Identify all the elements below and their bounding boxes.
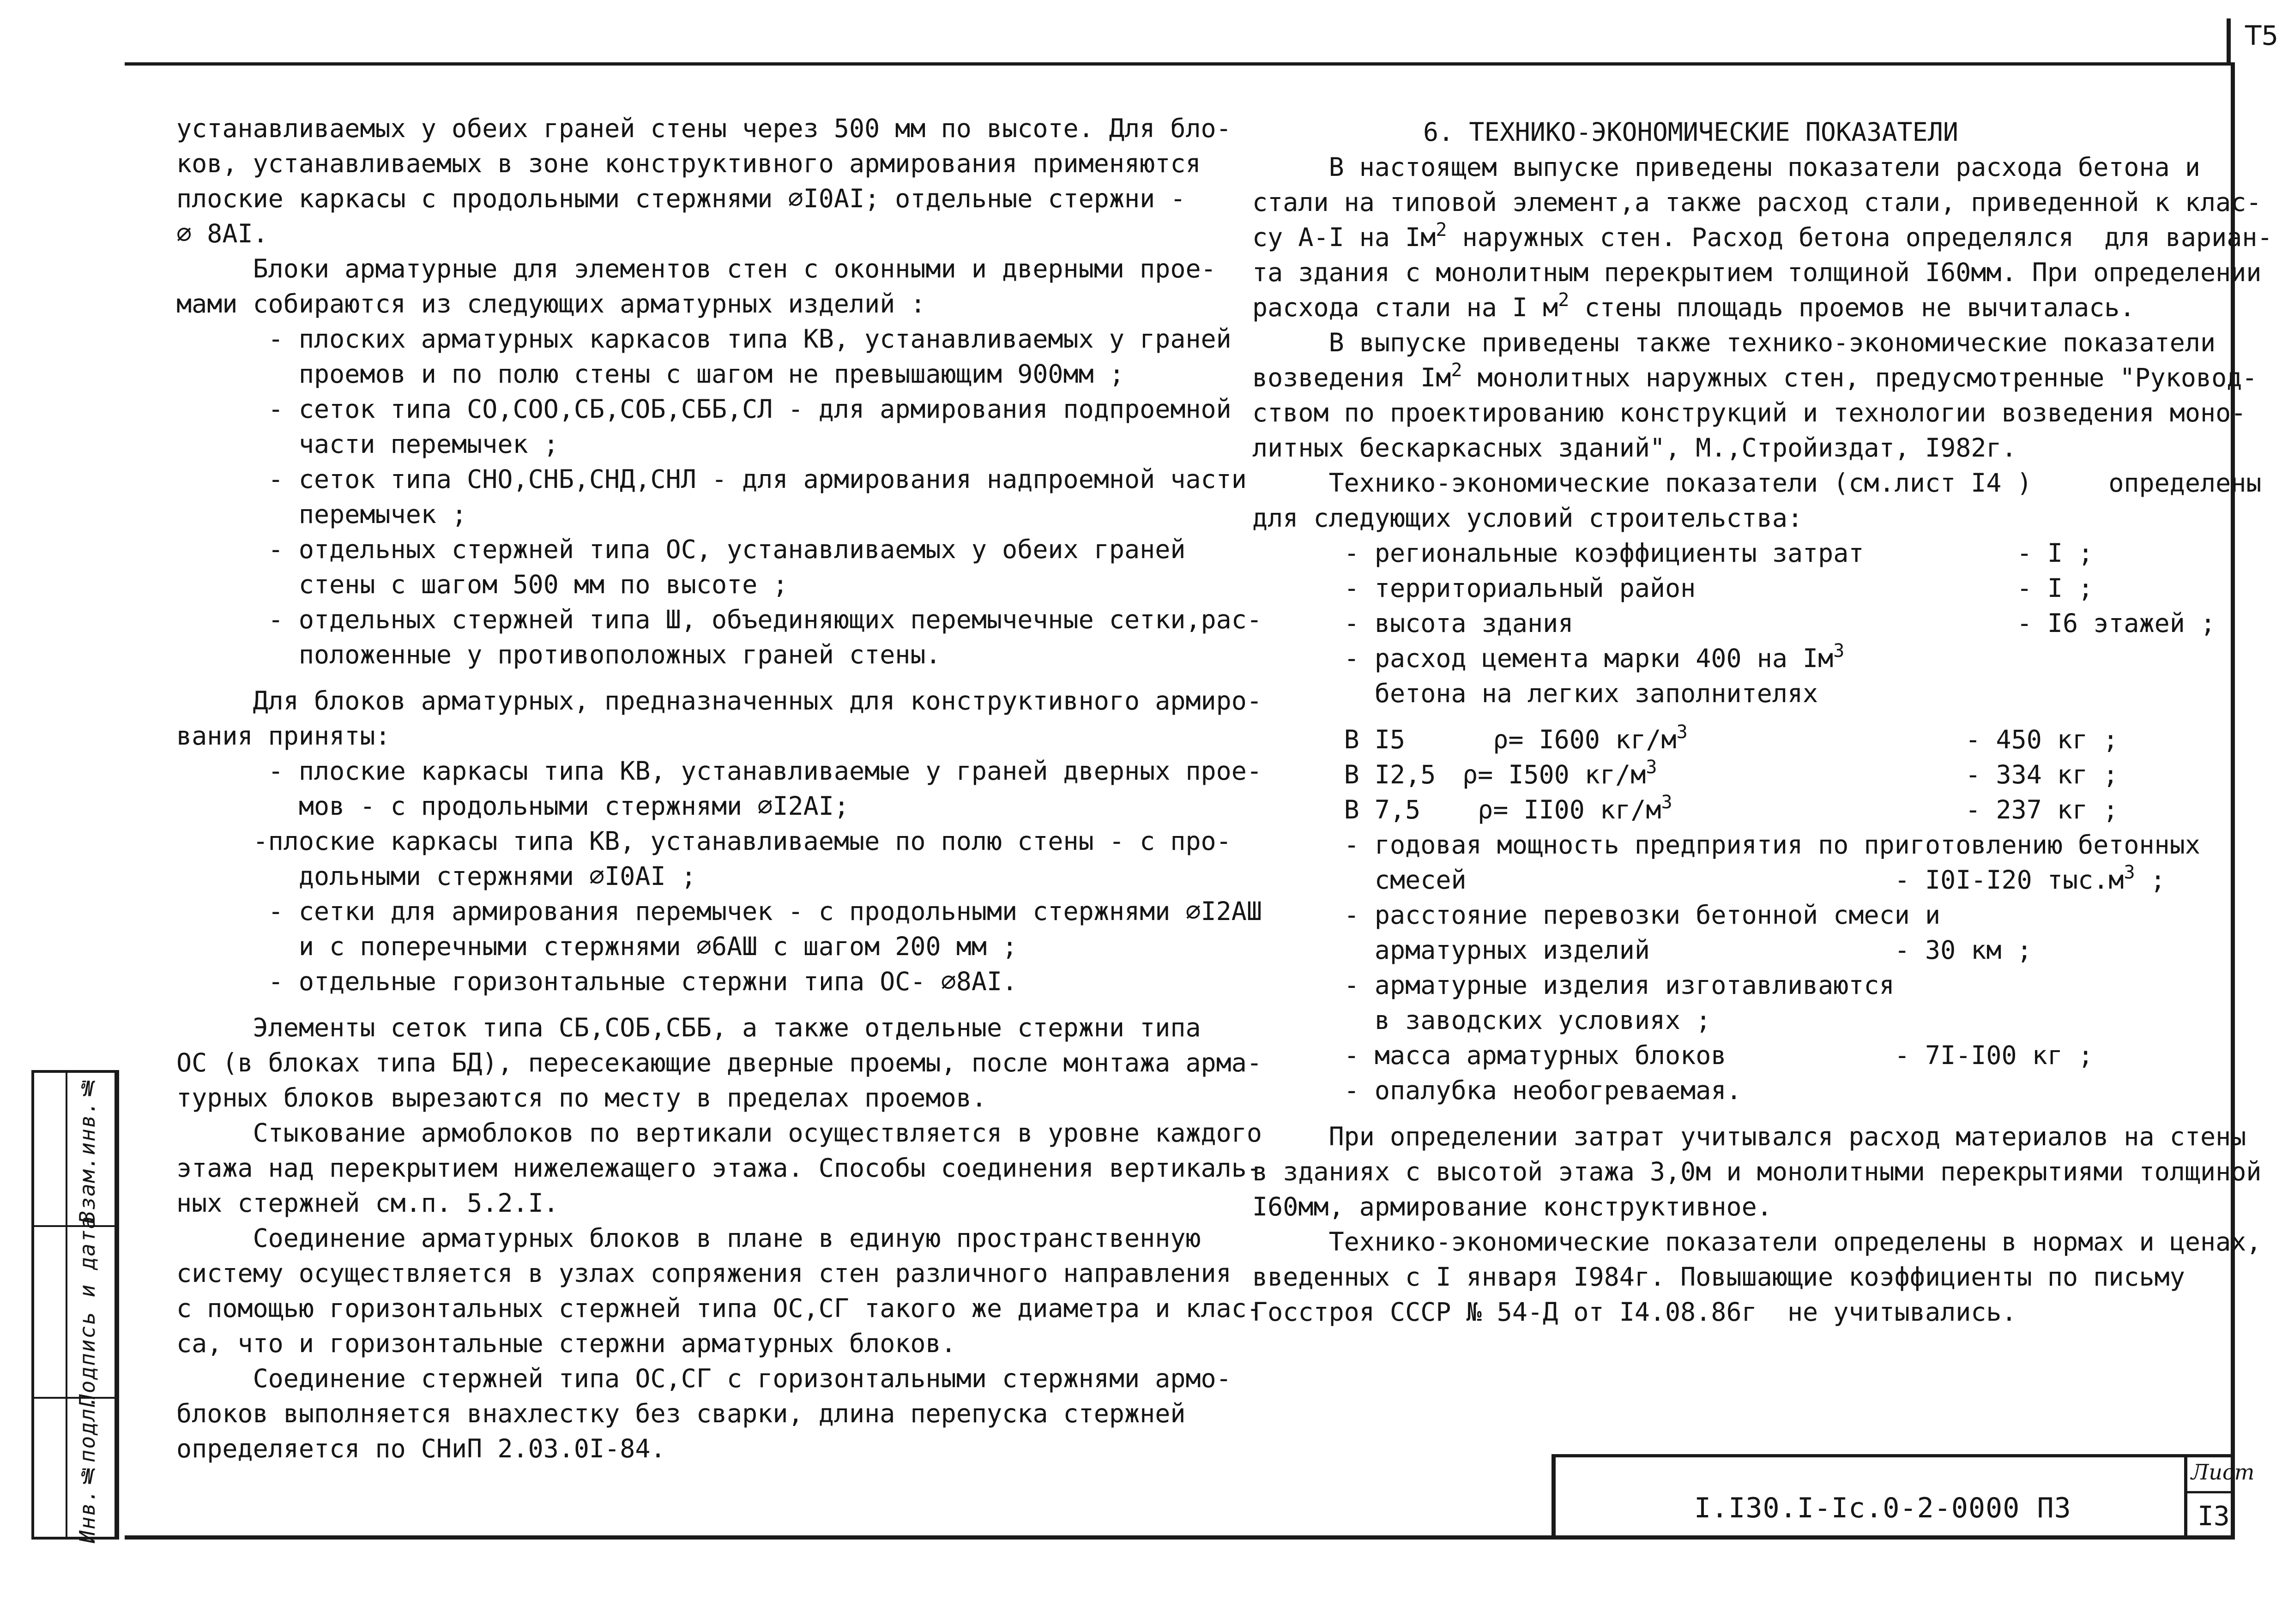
text-line: - арматурные изделия изготавливаются [1252, 970, 1895, 1000]
sheet-label: Лист [2191, 1460, 2255, 1485]
text-line: Элементы сеток типа СБ,СОБ,СББ, а также отдельные стержни типа [176, 1013, 1201, 1042]
corner-label: Т5 [2245, 20, 2279, 51]
section-title: 6. ТЕХНИКО-ЭКОНОМИЧЕСКИЕ ПОКАЗАТЕЛИ [1423, 117, 1958, 147]
right-text-column [1252, 114, 2273, 1329]
text-line: Госстроя СССР № 54-Д от I4.08.86г не учитывались. [1252, 1297, 2017, 1327]
cement-consumption: - 237 кг ; [1797, 795, 2119, 824]
text-line: - сеток типа СО,СОО,СБ,СОБ,СББ,СЛ - для армирования подпроемной [176, 394, 1232, 424]
text-line: При определении затрат учитывался расход материалов на стены [1252, 1122, 2246, 1151]
text-line: -плоские каркасы типа КВ, устанавливаемые по полю стены - с про- [176, 826, 1232, 856]
text-line: су А-I на $Iм^2$ наружных стен. Расход бетона определялся для вариан- [1252, 219, 2273, 252]
text-line: та здания с монолитным перекрытием толщиной I60мм. При определении [1252, 258, 2262, 287]
sheet-divider [2187, 1491, 2235, 1493]
sheet-number: I3 [2197, 1500, 2230, 1532]
text-line: В настоящем выпуске приведены показатели расхода бетона и [1252, 152, 2200, 182]
text-line: са, что и горизонтальные стержни арматурных блоков. [176, 1329, 956, 1358]
text-line: ством по проектированию конструкций и технологии возведения моно- [1252, 398, 2246, 427]
stamp-field-signature-date: Подпись и дата [75, 1215, 100, 1407]
text-line: бетона на легких заполнителях [1252, 679, 1818, 708]
text-line: плоские каркасы с продольными стержнями ⌀I0AI; отдельные стержни - [176, 184, 1186, 213]
text-line: введенных с I января I984г. Повышающие коэффициенты по письму [1252, 1262, 2185, 1292]
text-line: - опалубка необогреваемая. [1252, 1076, 1742, 1105]
text-line: - плоских арматурных каркасов типа КВ, устанавливаемых у граней [176, 324, 1232, 354]
text-line: возведения $Iм^2$ монолитных наружных стен, предусмотренные "Руковод- [1252, 360, 2258, 392]
density: ρ= II00 $кг/м^3$ [1462, 792, 1672, 824]
concrete-class-row [1252, 757, 2213, 792]
text-line: арматурных изделий - 30 км ; [1252, 935, 2032, 965]
text-line: смесей - I0I-I20 $тыс.м^3$ ; [1252, 862, 2166, 895]
cement-consumption: - 334 кг ; [1797, 760, 2119, 789]
text-line: - региональные коэффициенты затрат - I ; [1252, 538, 2094, 568]
text-line: - плоские каркасы типа КВ, устанавливаемые у граней дверных прое- [176, 756, 1262, 786]
text-line: блоков выполняется внахлестку без сварки, длина перепуска стержней [176, 1399, 1186, 1428]
text-line: - сетки для армирования перемычек - с продольными стержнями ⌀I2АШ [176, 896, 1262, 926]
text-line: части перемычек ; [176, 429, 559, 459]
text-line: систему осуществляется в узлах сопряжения стен различного направления [176, 1258, 1232, 1288]
text-line: - сеток типа СНО,СНБ,СНД,СНЛ - для армирования надпроемной части [176, 464, 1247, 494]
spacer [176, 672, 1248, 683]
spacer [176, 999, 1248, 1010]
text-line: для следующих условий строительства: [1252, 503, 1803, 533]
concrete-class: В I5 [1252, 725, 1406, 754]
text-line: ⌀ 8AI. [176, 219, 268, 248]
spacer [1252, 1108, 2213, 1119]
text-line: - масса арматурных блоков - 7I-I00 кг ; [1252, 1041, 2094, 1070]
left-text-column [176, 111, 1262, 1466]
text-line: Блоки арматурные для элементов стен с оконными и дверными прое- [176, 254, 1216, 283]
text-line: проемов и по полю стены с шагом не превышающим 900мм ; [176, 359, 1124, 389]
document-code: I.I30.I-Ic.0-2-0000 ПЗ [1694, 1492, 2071, 1524]
sheet-box [2184, 1454, 2255, 1540]
text-line: устанавливаемых у обеих граней стены через 500 мм по высоте. Для бло- [176, 114, 1232, 143]
text-line: расхода стали на I $м^2$ стены площадь проемов не вычиталась. [1252, 289, 2135, 322]
text-line: Соединение стержней типа ОС,СГ с горизонтальными стержнями армо- [176, 1364, 1232, 1393]
concrete-class: В 7,5 [1252, 795, 1421, 824]
text-line: и с поперечными стержнями ⌀6АШ с шагом 200 мм ; [176, 932, 1018, 961]
text-line: Стыкование армоблоков по вертикали осуществляется в уровне каждого [176, 1118, 1262, 1148]
spacer [1252, 711, 2213, 722]
concrete-class: В I2,5 [1252, 760, 1436, 789]
text-line: положенные у противоположных граней стены. [176, 640, 941, 669]
text-line: перемычек ; [176, 499, 467, 529]
text-line: определяется по СНиП 2.03.0I-84. [176, 1434, 666, 1463]
text-line: ОС (в блоках типа БД), пересекающие дверные проемы, после монтажа арма- [176, 1048, 1262, 1077]
title-block [1551, 1454, 2255, 1540]
text-line: - расход цемента марки 400 на $Iм^3$ [1252, 640, 1845, 673]
text-line: - высота здания - I6 этажей ; [1252, 608, 2216, 638]
density: ρ= I500 $кг/м^3$ [1462, 757, 1657, 789]
concrete-class-row [1252, 792, 2213, 827]
corner-rule [2227, 18, 2231, 65]
text-line: в зданиях с высотой этажа 3,0м и монолитными перекрытиями толщиной [1252, 1157, 2262, 1186]
text-line: - отдельных стержней типа ОС, устанавливаемых у обеих граней [176, 535, 1186, 564]
stamp-field-replacement: Взам.инв.№ [75, 1074, 100, 1224]
text-line: литных бескаркасных зданий", М.,Стройиздат, I982г. [1252, 433, 2017, 463]
text-line: в заводских условиях ; [1252, 1005, 1711, 1035]
text-line: турных блоков вырезаются по месту в пределах проемов. [176, 1083, 987, 1113]
text-line: Технико-экономические показатели (см.лист I4 ) определены [1252, 468, 2262, 498]
text-line: Для блоков арматурных, предназначенных для конструктивного армиро- [176, 686, 1262, 716]
text-line: - отдельных стержней типа Ш, объединяющих перемычечные сетки,рас- [176, 605, 1262, 634]
text-line: Соединение арматурных блоков в плане в единую пространственную [176, 1223, 1201, 1253]
text-line: ных стержней см.п. 5.2.I. [176, 1188, 559, 1218]
text-line: В выпуске приведены также технико-экономические показатели [1252, 328, 2216, 357]
text-line: дольными стержнями ⌀I0AI ; [176, 861, 696, 891]
text-line: мов - с продольными стержнями ⌀I2AI; [176, 791, 849, 821]
text-line: - территориальный район - I ; [1252, 573, 2094, 603]
text-line: I60мм, армирование конструктивное. [1252, 1192, 1772, 1221]
side-stamp [31, 1070, 119, 1543]
text-line: мами собираются из следующих арматурных изделий : [176, 289, 926, 319]
stamp-column-empty [34, 1073, 67, 1537]
concrete-class-row [1252, 722, 2213, 757]
text-line: - расстояние перевозки бетонной смеси и [1252, 900, 1941, 930]
text-line: с помощью горизонтальных стержней типа ОС,СГ такого же диаметра и клас- [176, 1293, 1262, 1323]
text-line: этажа над перекрытием нижележащего этажа. Способы соединения вертикаль- [176, 1153, 1262, 1183]
text-line: стены с шагом 500 мм по высоте ; [176, 570, 788, 599]
text-line: вания приняты: [176, 721, 391, 751]
text-line: ков, устанавливаемых в зоне конструктивного армирования применяются [176, 149, 1201, 178]
text-line: - отдельные горизонтальные стержни типа ОС- ⌀8AI. [176, 967, 1018, 996]
text-line: - годовая мощность предприятия по приготовлению бетонных [1252, 830, 2200, 860]
stamp-field-inventory: Инв.№подл. [75, 1394, 100, 1543]
cement-consumption: - 450 кг ; [1797, 725, 2119, 754]
density: ρ= I600 $кг/м^3$ [1462, 722, 1688, 754]
text-line: стали на типовой элемент,а также расход стали, приведенной к клас- [1252, 187, 2262, 217]
text-line: Технико-экономические показатели определены в нормах и ценах, [1252, 1227, 2262, 1257]
